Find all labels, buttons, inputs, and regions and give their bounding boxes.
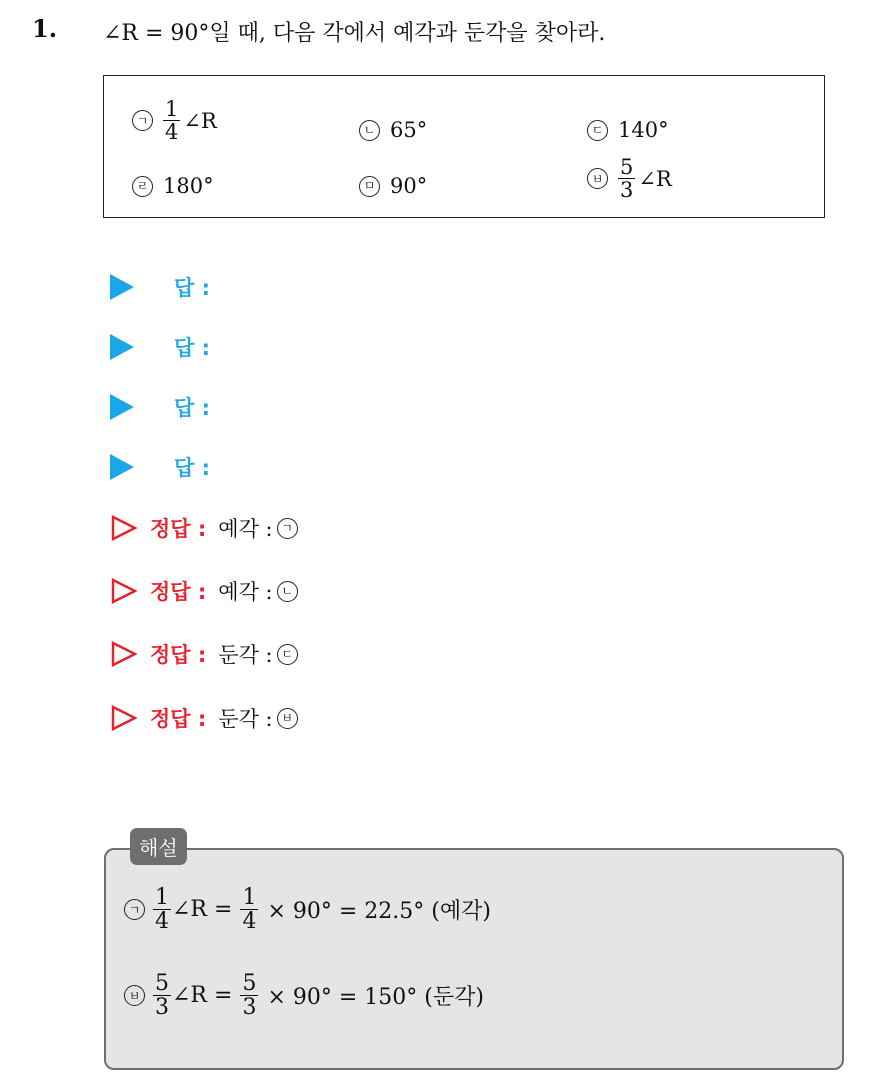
circled-mark: ㅂ [124,985,145,1006]
circled-mark: ㄴ [359,120,380,141]
answer-label: 답 : [174,396,210,420]
answer-label: 답 : [174,456,210,480]
correct-answer-row-2 [110,576,298,606]
circled-mark: ㄱ [277,518,298,539]
correct-label: 정답 : [150,517,207,541]
numerator: 5 [242,971,257,996]
outline-triangle-icon [110,640,138,668]
expression-rest: × 90° = 22.5° (예각) [267,899,491,925]
fraction [618,156,635,201]
choice-suffix: ∠R [638,166,672,191]
numerator: 5 [620,155,634,179]
choice-2 [359,118,427,142]
fraction [153,972,171,1019]
answer-row-3 [110,392,210,422]
fraction [153,886,171,933]
numerator: 1 [155,885,169,910]
question-number: 1. [32,14,58,43]
circled-mark: ㄹ [132,176,153,197]
fraction [163,98,180,143]
outline-triangle-icon [110,577,138,605]
circled-mark: ㅂ [587,168,608,189]
correct-label: 정답 : [150,707,207,731]
numerator: 5 [155,971,169,996]
circled-mark: ㄴ [277,581,298,602]
explanation-line-1 [124,886,491,933]
circled-mark: ㅂ [277,708,298,729]
expression-middle: ∠R = [172,897,233,923]
choice-value: 65° [390,118,428,142]
choice-6 [587,156,672,201]
answer-row-1 [110,272,210,302]
denominator: 3 [155,995,169,1021]
denominator: 3 [242,995,257,1021]
correct-kind: 예각 : [218,580,273,604]
play-triangle-icon [110,394,134,420]
play-triangle-icon [110,274,134,300]
fraction [240,972,258,1019]
choice-3 [587,118,669,142]
outline-triangle-icon [110,704,138,732]
correct-answer-row-3 [110,639,298,669]
denominator: 4 [155,909,169,935]
explanation-line-2 [124,972,484,1019]
answer-row-4 [110,452,210,482]
choice-4 [132,174,214,198]
answer-label: 답 : [174,336,210,360]
choice-value: 90° [390,174,428,198]
correct-answer-row-1 [110,513,298,543]
question-text: ∠R = 90°일 때, 다음 각에서 예각과 둔각을 찾아라. [103,21,606,46]
outline-triangle-icon [110,514,138,542]
circled-mark: ㄷ [587,120,608,141]
circled-mark: ㄱ [124,899,145,920]
choice-box [103,75,825,218]
explanation-tag: 해설 [130,828,187,865]
numerator: 1 [242,885,257,910]
explanation-box [104,848,844,1070]
expression-middle: ∠R = [172,983,233,1009]
correct-kind: 둔각 : [218,643,273,667]
correct-answer-row-4 [110,703,298,733]
denominator: 3 [620,178,634,203]
choice-suffix: ∠R [183,108,217,133]
correct-kind: 둔각 : [218,707,273,731]
correct-label: 정답 : [150,580,207,604]
fraction [240,886,258,933]
denominator: 4 [242,909,257,935]
circled-mark: ㄷ [277,644,298,665]
denominator: 4 [165,120,179,145]
answer-row-2 [110,332,210,362]
circled-mark: ㅁ [359,176,380,197]
circled-mark: ㄱ [132,110,153,131]
choice-value: 140° [618,118,669,142]
answer-label: 답 : [174,276,210,300]
expression-rest: × 90° = 150° (둔각) [267,985,484,1011]
correct-kind: 예각 : [218,517,273,541]
choice-value: 180° [163,174,214,198]
numerator: 1 [165,97,179,121]
choice-1 [132,98,217,143]
choice-5 [359,174,427,198]
correct-label: 정답 : [150,643,207,667]
play-triangle-icon [110,334,134,360]
play-triangle-icon [110,454,134,480]
